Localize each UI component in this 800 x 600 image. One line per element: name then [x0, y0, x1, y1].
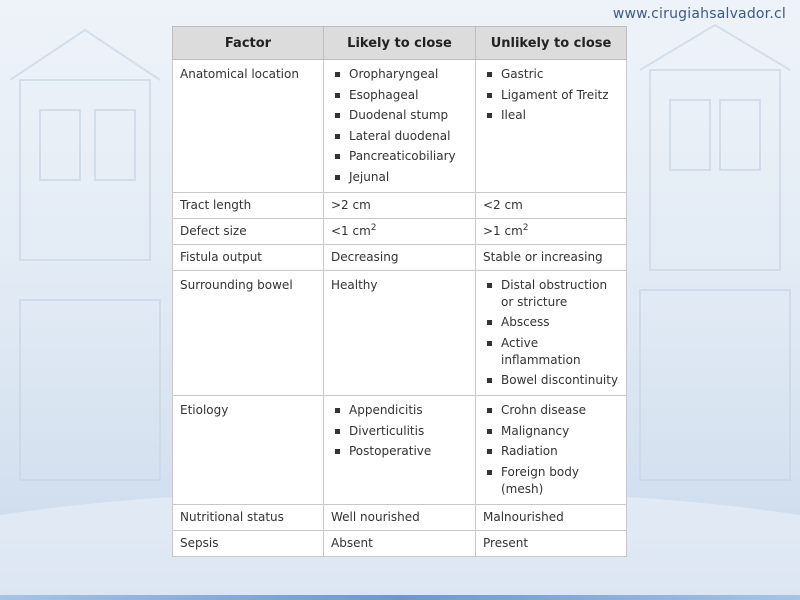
table-row — [173, 270, 627, 396]
list-item: Appendicitis — [331, 402, 468, 419]
likely-cell: Well nourished — [324, 504, 476, 530]
unlikely-cell — [476, 396, 627, 505]
fistula-closure-table — [172, 26, 627, 557]
list-item: Gastric — [483, 66, 619, 83]
superscript: 2 — [522, 222, 529, 233]
unlikely-cell — [476, 270, 627, 396]
unlikely-cell: Stable or increasing — [476, 244, 627, 270]
list-item: Duodenal stump — [331, 107, 468, 124]
bottom-accent-bar — [0, 595, 800, 600]
list-item: Distal obstruction or stricture — [483, 277, 619, 311]
factor-cell: Etiology — [173, 396, 324, 505]
table-header-row — [173, 27, 627, 60]
likely-cell — [324, 396, 476, 505]
table-row — [173, 396, 627, 505]
unlikely-cell — [476, 60, 627, 193]
website-url-watermark: www.cirugiahsalvador.cl — [612, 6, 786, 22]
likely-cell — [324, 60, 476, 193]
list-item: Radiation — [483, 443, 619, 460]
likely-list — [331, 66, 468, 186]
list-item: Crohn disease — [483, 402, 619, 419]
header-unlikely-to-close: Unlikely to close — [476, 27, 627, 60]
header-likely-to-close: Likely to close — [324, 27, 476, 60]
factor-cell: Nutritional status — [173, 504, 324, 530]
list-item: Ligament of Treitz — [483, 87, 619, 104]
list-item: Malignancy — [483, 423, 619, 440]
list-item: Pancreaticobiliary — [331, 148, 468, 165]
table-row — [173, 192, 627, 218]
unlikely-cell: <2 cm — [476, 192, 627, 218]
list-item: Abscess — [483, 314, 619, 331]
list-item: Ileal — [483, 107, 619, 124]
header-factor: Factor — [173, 27, 324, 60]
likely-cell: Absent — [324, 530, 476, 556]
unlikely-value: >1 cm — [483, 223, 523, 238]
table-row — [173, 218, 627, 244]
likely-cell: Healthy — [324, 270, 476, 396]
table-row — [173, 530, 627, 556]
likely-list — [331, 402, 468, 460]
fistula-closure-table-container — [172, 26, 626, 557]
list-item: Lateral duodenal — [331, 128, 468, 145]
factor-cell: Anatomical location — [173, 60, 324, 193]
unlikely-list — [483, 66, 619, 124]
table-row — [173, 504, 627, 530]
factor-cell: Fistula output — [173, 244, 324, 270]
list-item: Foreign body (mesh) — [483, 464, 619, 498]
unlikely-list — [483, 402, 619, 498]
unlikely-cell: Malnourished — [476, 504, 627, 530]
list-item: Jejunal — [331, 169, 468, 186]
list-item: Esophageal — [331, 87, 468, 104]
list-item: Active inflammation — [483, 335, 619, 369]
unlikely-cell: Present — [476, 530, 627, 556]
unlikely-list — [483, 277, 619, 390]
list-item: Diverticulitis — [331, 423, 468, 440]
factor-cell: Sepsis — [173, 530, 324, 556]
likely-value: <1 cm — [331, 223, 371, 238]
list-item: Oropharyngeal — [331, 66, 468, 83]
factor-cell: Tract length — [173, 192, 324, 218]
table-row — [173, 244, 627, 270]
list-item: Bowel discontinuity — [483, 372, 619, 389]
likely-cell: >2 cm — [324, 192, 476, 218]
factor-cell: Surrounding bowel — [173, 270, 324, 396]
likely-cell — [324, 218, 476, 244]
table-row — [173, 60, 627, 193]
factor-cell: Defect size — [173, 218, 324, 244]
superscript: 2 — [370, 222, 377, 233]
unlikely-cell — [476, 218, 627, 244]
likely-cell: Decreasing — [324, 244, 476, 270]
list-item: Postoperative — [331, 443, 468, 460]
